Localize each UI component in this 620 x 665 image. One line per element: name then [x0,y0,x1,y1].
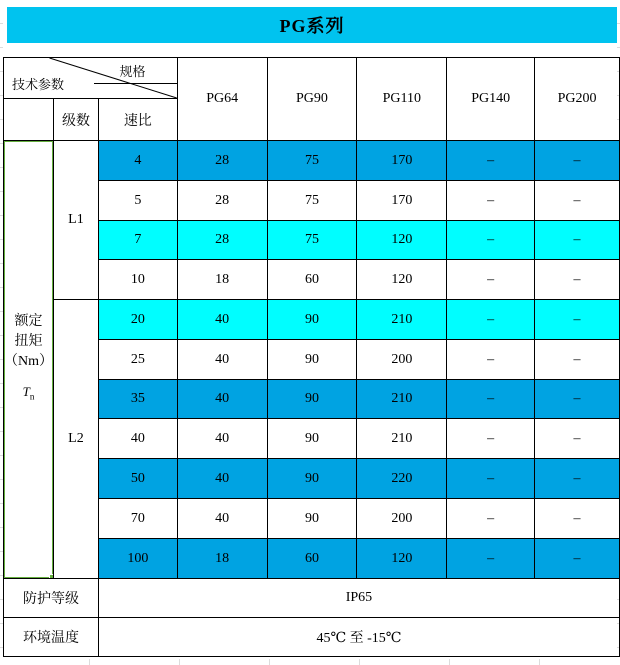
cell-value[interactable]: 120 [357,221,447,260]
cell-ratio[interactable]: 50 [98,459,177,499]
cell-value[interactable]: – [447,260,535,300]
excel-gridlines-bottom [0,659,620,665]
cell-value[interactable]: – [447,181,535,221]
cell-diagonal-header[interactable] [4,58,178,99]
cell-ratio[interactable]: 5 [98,181,177,221]
cell-value[interactable]: – [535,181,620,221]
cell-value[interactable]: 75 [267,141,357,181]
cell-value[interactable]: – [535,300,620,340]
footer-row-protection [4,579,620,618]
cell-value[interactable]: 170 [357,181,447,221]
cell-temperature-label[interactable]: 环境温度 [4,618,99,657]
cell-rated-torque[interactable] [4,141,54,579]
cell-value[interactable]: 90 [267,340,357,380]
cell-value[interactable]: 40 [177,380,267,419]
table-row [4,300,620,340]
cell-value[interactable]: 120 [357,539,447,579]
cell-ratio[interactable]: 70 [98,499,177,539]
spec-table [3,57,620,657]
cell-value[interactable]: – [535,141,620,181]
cell-value[interactable]: 40 [177,340,267,380]
cell-value[interactable]: 60 [267,539,357,579]
cell-model-pg90[interactable]: PG90 [267,58,357,141]
torque-line-1: 额定 [14,314,43,330]
cell-temperature-value[interactable]: 45℃ 至 -15℃ [98,618,619,657]
selection-fill-handle[interactable] [49,574,54,579]
cell-value[interactable]: 200 [357,340,447,380]
cell-stage-header[interactable]: 级数 [54,99,99,141]
corner-label-spec: 规格 [119,64,146,79]
cell-value[interactable]: 210 [357,380,447,419]
cell-value[interactable]: 90 [267,380,357,419]
cell-value[interactable]: 40 [177,419,267,459]
rated-torque-label [4,312,53,407]
series-title-bar[interactable] [7,7,617,43]
cell-value[interactable]: – [447,340,535,380]
cell-ratio[interactable]: 40 [98,419,177,459]
cell-value[interactable]: – [447,221,535,260]
cell-ratio[interactable]: 100 [98,539,177,579]
torque-symbol [23,382,35,407]
cell-value[interactable]: 28 [177,221,267,260]
cell-model-pg110[interactable]: PG110 [357,58,447,141]
torque-line-2: 扭矩 [14,334,43,350]
cell-value[interactable]: 220 [357,459,447,499]
footer-row-temperature [4,618,620,657]
cell-value[interactable]: 75 [267,221,357,260]
cell-value[interactable]: 210 [357,300,447,340]
cell-value[interactable]: – [447,141,535,181]
torque-symbol-t: T [22,384,30,400]
cell-value[interactable]: – [535,260,620,300]
cell-ratio[interactable]: 7 [98,221,177,260]
cell-value[interactable]: 210 [357,419,447,459]
cell-stage-l1[interactable]: L1 [54,141,99,300]
cell-model-pg64[interactable]: PG64 [177,58,267,141]
cell-value[interactable]: 18 [177,539,267,579]
cell-value[interactable]: – [535,221,620,260]
cell-value[interactable]: – [535,459,620,499]
cell-value[interactable]: – [535,539,620,579]
cell-value[interactable]: 120 [357,260,447,300]
cell-value[interactable]: – [447,499,535,539]
cell-ratio[interactable]: 25 [98,340,177,380]
corner-label-tech-params: 技术参数 [12,77,65,92]
cell-value[interactable]: – [535,380,620,419]
cell-value[interactable]: 75 [267,181,357,221]
torque-line-3: （Nm） [4,354,53,370]
cell-value[interactable]: 90 [267,459,357,499]
cell-value[interactable]: 28 [177,141,267,181]
cell-value[interactable]: 28 [177,181,267,221]
cell-ratio[interactable]: 10 [98,260,177,300]
cell-value[interactable]: 60 [267,260,357,300]
cell-ratio[interactable]: 20 [98,300,177,340]
cell-value[interactable]: 90 [267,419,357,459]
cell-value[interactable]: 90 [267,300,357,340]
cell-stage-l2[interactable]: L2 [54,300,99,579]
cell-empty-corner[interactable] [4,99,54,141]
torque-symbol-sub: n [29,391,35,402]
cell-protection-label[interactable]: 防护等级 [4,579,99,618]
corner-divider-line [94,83,177,84]
cell-value[interactable]: 40 [177,459,267,499]
cell-model-pg200[interactable]: PG200 [535,58,620,141]
cell-value[interactable]: – [447,539,535,579]
cell-value[interactable]: – [535,499,620,539]
cell-value[interactable]: – [535,419,620,459]
cell-value[interactable]: – [447,300,535,340]
cell-model-pg140[interactable]: PG140 [447,58,535,141]
table-row [4,141,620,181]
cell-value[interactable]: – [447,459,535,499]
cell-protection-value[interactable]: IP65 [98,579,619,618]
cell-value[interactable]: 200 [357,499,447,539]
cell-ratio-header[interactable]: 速比 [98,99,177,141]
cell-value[interactable]: 40 [177,499,267,539]
cell-ratio[interactable]: 4 [98,141,177,181]
cell-value[interactable]: 18 [177,260,267,300]
cell-value[interactable]: – [447,380,535,419]
cell-value[interactable]: 40 [177,300,267,340]
cell-value[interactable]: – [535,340,620,380]
cell-value[interactable]: – [447,419,535,459]
header-row-1 [4,58,620,99]
cell-value[interactable]: 90 [267,499,357,539]
cell-value[interactable]: 170 [357,141,447,181]
cell-ratio[interactable]: 35 [98,380,177,419]
series-title: PG系列 [279,16,345,36]
